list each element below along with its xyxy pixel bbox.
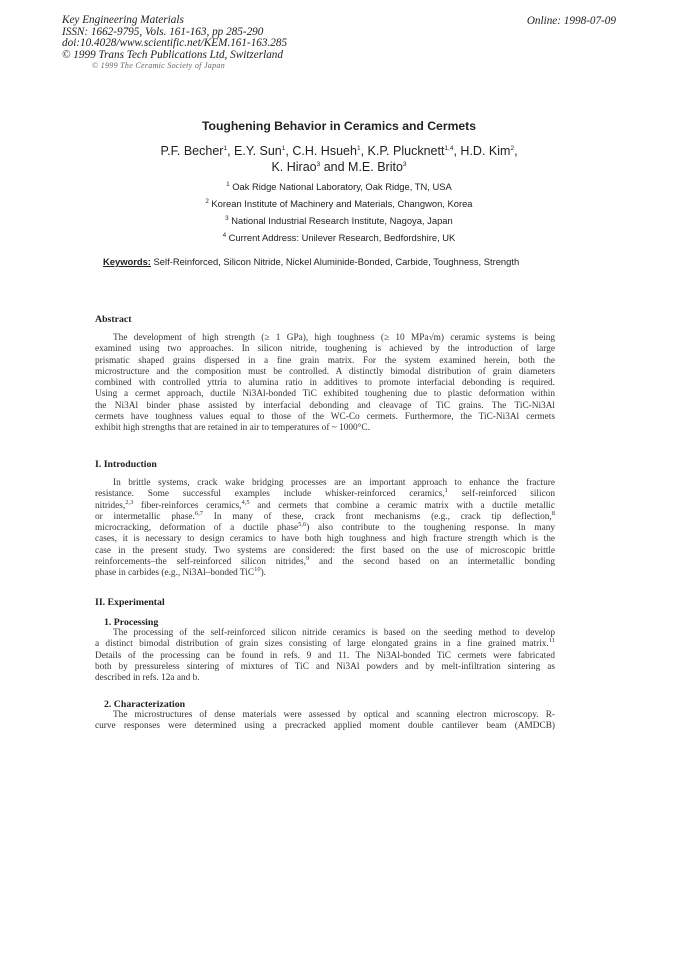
abstract-heading: Abstract <box>95 314 132 325</box>
abstract-line: Using a cermet approach, ductile Ni3Al-bonded TiC exhibited toughening due to plastic deformation within <box>95 389 555 400</box>
affiliation-text: Current Address: Unilever Research, Bedfordshire, UK <box>226 232 456 243</box>
intro-text: resistance. Some successful examples include whisker-reinforced ceramics, <box>95 489 445 500</box>
journal-header <box>62 15 287 61</box>
characterization-line: The microstructures of dense materials were assessed by optical and scanning electron microscopy. R- <box>113 710 555 720</box>
affiliation-text: National Industrial Research Institute, Nagoya, Japan <box>228 215 453 226</box>
processing-line: both by pressureless sintering of mixtures of TiC and Ni3Al powders and by melt-infiltration sintering as <box>95 661 555 672</box>
introduction-heading: I. Introduction <box>95 459 157 470</box>
affiliation-number: 1 <box>226 181 230 188</box>
intro-line: cases, it is necessary to design ceramics to have both high toughness and high fracture strength which is the <box>95 534 555 545</box>
intro-text: nitrides, <box>95 500 126 511</box>
abstract-line: The development of high strength (≥ 1 GPa), high toughness (≥ 10 MPa√m) ceramic systems is being <box>113 333 555 343</box>
intro-text: fiber-reinforces ceramics, <box>133 500 242 511</box>
affiliation-number: 2 <box>205 198 209 205</box>
intro-text: In many of these, crack front mechanisms (e.g., crack tip deflection, <box>202 511 552 522</box>
processing-body <box>95 628 555 684</box>
intro-text: self-reinforced silicon <box>447 489 555 500</box>
affiliation-text: Oak Ridge National Laboratory, Oak Ridge, TN, USA <box>229 181 452 192</box>
abstract-line: exhibit high strengths that are retained in air to temperatures of ~ 1000°C. <box>95 423 370 434</box>
intro-text: phase in carbides (e.g., Ni3Al–bonded TiC <box>95 568 255 579</box>
ref-sup: 9 <box>305 554 310 562</box>
affiliation-3 <box>0 215 678 226</box>
abstract-body <box>95 333 555 435</box>
introduction-body <box>95 478 555 580</box>
affiliation-2 <box>0 198 678 209</box>
abstract-line: microstructure and the composition must be controlled. A distinctly bimodal distribution of grain diameters <box>95 366 555 377</box>
intro-text: and cermets that combine a ceramic matrix with a ductile metallic <box>249 500 555 511</box>
doi-line: doi:10.4028/www.scientific.net/KEM.161-163.285 <box>62 37 288 50</box>
ref-sup: 5,6 <box>298 521 307 529</box>
paper-title: Toughening Behavior in Ceramics and Cermets <box>201 119 477 133</box>
ref-sup: 8 <box>551 509 555 517</box>
author-plucknett: , K.P. Plucknett <box>360 144 445 158</box>
author-brito: and M.E. Brito <box>320 159 403 174</box>
author-sup: 2 <box>510 144 515 152</box>
affiliation-4 <box>0 232 678 243</box>
intro-text: and the second based on an intermetallic bonding <box>309 557 556 568</box>
characterization-line: curve responses were determined using a precracked applied moment double cantilever beam (AMDCB) <box>95 721 555 732</box>
author-comma: , <box>514 144 518 158</box>
author-line-1 <box>0 144 678 160</box>
keywords <box>103 256 553 268</box>
author-sup: 1 <box>223 144 228 152</box>
abstract-line: prismatic shaped grains dispersed in a fine grain matrix. For the system examined herein, both the <box>95 355 555 366</box>
intro-line <box>95 568 555 579</box>
intro-line <box>95 498 555 512</box>
ref-sup: 11 <box>548 637 555 645</box>
author-hsueh: , C.H. Hsueh <box>285 144 357 158</box>
abstract-line: examined using two approaches. In silicon nitride, toughening is achieved by the introduction of large <box>95 344 555 355</box>
experimental-heading: II. Experimental <box>95 597 165 608</box>
ref-sup: 10 <box>254 566 261 574</box>
processing-text: a distinct bimodal distribution of grain sizes consisting of large elongated grains in a fine grained matrix. <box>95 639 549 650</box>
affiliation-text: Korean Institute of Machinery and Materials, Changwon, Korea <box>208 198 473 209</box>
intro-line <box>95 554 556 568</box>
ref-sup: 4,5 <box>241 498 250 506</box>
abstract-line: combined with controlled yttria to alumina ratio in additives to promote interfacial debonding is required. <box>95 378 555 389</box>
author-sup: 3 <box>316 160 321 168</box>
copyright-line: © 1999 Trans Tech Publications Ltd, Switzerland <box>62 48 283 61</box>
ref-sup: 1 <box>444 487 448 495</box>
issn-line: ISSN: 1662-9795, Vols. 161-163, pp 285-290 <box>62 25 264 38</box>
abstract-line: cermets have toughness values equal to those of the WC-Co cermets. Furthermore, the TiC-Ni3Al cermets <box>95 412 555 423</box>
author-becher: P.F. Becher <box>160 144 224 158</box>
intro-line <box>95 523 555 534</box>
processing-line: The processing of the self-reinforced silicon nitride ceramics is based on the seeding method to develop <box>113 628 555 638</box>
ref-sup: 2,3 <box>125 498 134 506</box>
intro-text: ). <box>260 568 266 579</box>
characterization-body <box>95 710 555 733</box>
processing-line: described in refs. 12a and b. <box>95 673 200 684</box>
intro-text: ) also contribute to the toughening response. In many <box>306 523 555 534</box>
author-sup: 3 <box>402 160 407 168</box>
intro-text: or intermetallic phase. <box>95 511 195 522</box>
author-sup: 1,4 <box>444 144 454 152</box>
processing-heading: 1. Processing <box>104 617 159 628</box>
intro-line <box>95 489 555 500</box>
author-line-2 <box>0 160 678 176</box>
journal-name: Key Engineering Materials <box>62 14 184 26</box>
keywords-label: Keywords: <box>103 256 151 267</box>
author-hirao: K. Hirao <box>271 159 317 174</box>
processing-line: Details of the processing can be found in refs. 9 and 11. The Ni3Al-bonded TiC cermets were fabricated <box>95 650 555 661</box>
intro-line <box>95 509 555 523</box>
intro-line: In brittle systems, crack wake bridging processes are an important approach to enhance the fracture <box>113 478 555 488</box>
intro-text: reinforcements–the self-reinforced silicon nitrides, <box>95 557 306 568</box>
affiliation-number: 3 <box>225 215 229 222</box>
faint-society-line: © 1999 The Ceramic Society of Japan <box>92 61 225 70</box>
intro-line: case in the present study. Two systems are considered: the first based on the use of microscopic brittle <box>95 545 555 556</box>
intro-text: microcracking, deformation of a ductile phase <box>95 523 299 534</box>
affiliation-number: 4 <box>222 232 227 239</box>
author-sun: , E.Y. Sun <box>227 144 282 158</box>
affiliation-1 <box>0 181 678 192</box>
ref-sup: 6,7 <box>194 509 203 517</box>
processing-line <box>95 639 555 650</box>
author-kim: , H.D. Kim <box>453 144 511 158</box>
keywords-text: Self-Reinforced, Silicon Nitride, Nickel Aluminide-Bonded, Carbide, Toughness, Strength <box>150 256 520 267</box>
author-list <box>0 144 678 175</box>
author-sup: 1 <box>281 144 286 152</box>
abstract-line: the Ni3Al binder phase assisted by interfacial debonding and cleavage of TiC grains. The TiC-Ni3Al <box>95 400 555 411</box>
online-date: Online: 1998-07-09 <box>526 15 616 27</box>
characterization-heading: 2. Characterization <box>104 699 186 710</box>
author-sup: 1 <box>356 144 361 152</box>
